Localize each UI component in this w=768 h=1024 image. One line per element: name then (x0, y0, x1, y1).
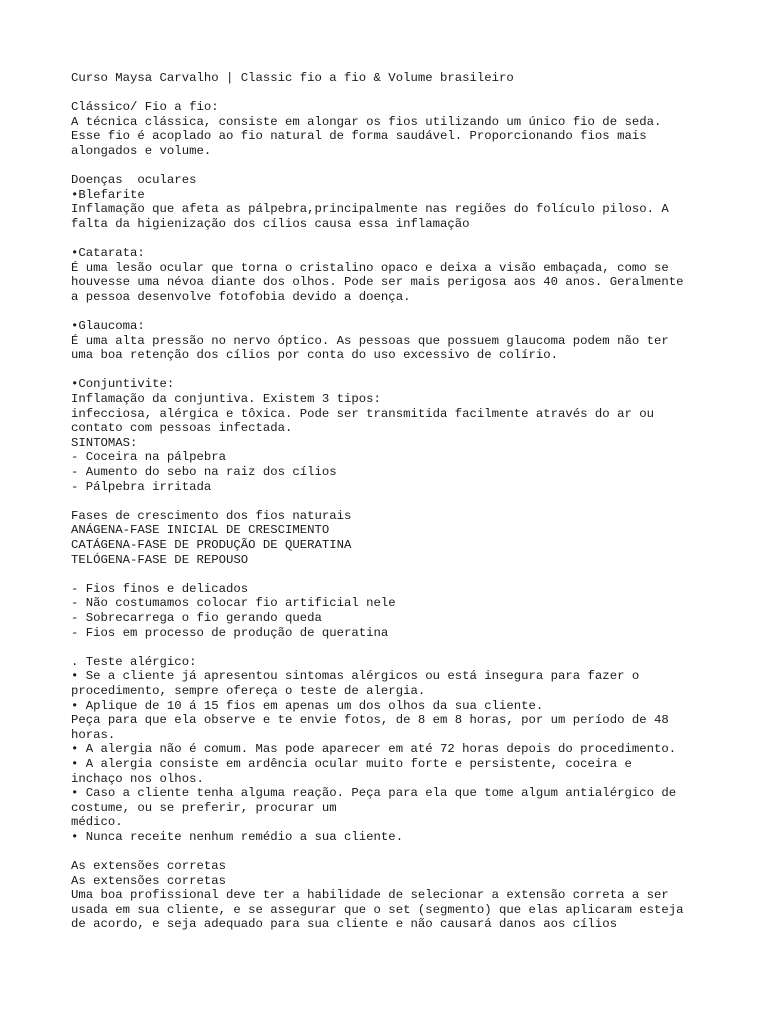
spacer (71, 159, 751, 174)
paragraph-line: • Caso a cliente tenha alguma reação. Peça para ela que tome algum antialérgico de (71, 786, 677, 801)
paragraph-line: Peça para que ela observe e te envie fotos, de 8 em 8 horas, por um período de 48 (71, 713, 669, 728)
paragraph-line: Inflamação da conjuntiva. Existem 3 tipos: (71, 392, 381, 407)
paragraph-line: TELÓGENA-FASE DE REPOUSO (71, 552, 249, 567)
spacer (71, 86, 751, 101)
list-item: - Aumento do sebo na raiz dos cílios (71, 465, 337, 480)
document-page (71, 71, 751, 932)
section-extensoes (71, 859, 751, 932)
section-heading: As extensões corretas (71, 859, 226, 874)
paragraph-line: Esse fio é acoplado ao fio natural de forma saudável. Proporcionando fios mais (71, 129, 647, 144)
document-title: Curso Maysa Carvalho | Classic fio a fio & Volume brasileiro (71, 71, 514, 85)
paragraph-line: de acordo, e seja adequado para sua cliente e não causará danos aos cílios (71, 917, 618, 932)
spacer (71, 232, 751, 247)
list-item: - Fios em processo de produção de queratina (71, 625, 389, 640)
section-heading: Clássico/ Fio a fio: (71, 100, 219, 115)
paragraph-line: CATÁGENA-FASE DE PRODUÇÃO DE QUERATINA (71, 538, 352, 552)
paragraph-line: A técnica clássica, consiste em alongar os fios utilizando um único fio de seda. (71, 114, 662, 129)
paragraph-line: contato com pessoas infectada. (71, 421, 293, 436)
paragraph-line: costume, ou se preferir, procurar um (71, 800, 337, 815)
spacer (71, 640, 751, 655)
paragraph-line: É uma lesão ocular que torna o cristalino opaco e deixa a visão embaçada, como se (71, 260, 669, 275)
paragraph-line: Uma boa profissional deve ter a habilidade de selecionar a extensão correta a ser (71, 888, 669, 903)
paragraph-line: Inflamação que afeta as pálpebra,principalmente nas regiões do folículo piloso. A (71, 202, 669, 217)
spacer (71, 567, 751, 582)
paragraph-line: • Nunca receite nenhum remédio a sua cliente. (71, 829, 404, 844)
section-heading: Fases de crescimento dos fios naturais (71, 508, 352, 523)
paragraph-line: ANÁGENA-FASE INICIAL DE CRESCIMENTO (71, 523, 330, 538)
paragraph-line: É uma alta pressão no nervo óptico. As pessoas que possuem glaucoma podem não ter (71, 333, 669, 348)
paragraph-line: horas. (71, 727, 116, 742)
subsection-heading: •Glaucoma: (71, 319, 145, 334)
paragraph-line: • A alergia não é comum. Mas pode aparecer em até 72 horas depois do procedimento. (71, 742, 677, 757)
paragraph-line: procedimento, sempre ofereça o teste de alergia. (71, 683, 426, 698)
paragraph-line: SINTOMAS: (71, 435, 138, 450)
paragraph-line: uma boa retenção dos cílios por conta do uso excessivo de colírio. (71, 348, 559, 363)
paragraph-line: falta da higienização dos cílios causa essa inflamação (71, 216, 470, 231)
paragraph-line: usada em sua cliente, e se assegurar que o set (segmento) que elas aplicaram esteja (71, 902, 684, 917)
subsection-heading: •Catarata: (71, 246, 145, 261)
paragraph-line: alongados e volume. (71, 143, 212, 158)
list-item: - Fios finos e delicados (71, 581, 249, 596)
section-heading: Doenças oculares (71, 173, 197, 188)
list-item: - Pálpebra irritada (71, 479, 212, 494)
spacer (71, 844, 751, 859)
spacer (71, 305, 751, 320)
paragraph-line: • Se a cliente já apresentou sintomas alérgicos ou está insegura para fazer o (71, 669, 640, 684)
section-doencas (71, 173, 751, 494)
paragraph-line: inchaço nos olhos. (71, 771, 204, 786)
paragraph-line: • Aplique de 10 á 15 fios em apenas um dos olhos da sua cliente. (71, 698, 544, 713)
section-teste (71, 655, 751, 845)
subsection-heading: •Conjuntivite: (71, 377, 175, 392)
paragraph-line: houvesse uma névoa diante dos olhos. Pode ser mais perigosa aos 40 anos. Geralmente (71, 275, 684, 290)
paragraph-line: a pessoa desenvolve fotofobia devido a doença. (71, 289, 411, 304)
list-item: - Sobrecarrega o fio gerando queda (71, 610, 322, 625)
paragraph-line: médico. (71, 815, 123, 830)
spacer (71, 494, 751, 509)
section-heading: As extensões corretas (71, 873, 226, 888)
paragraph-line: • A alergia consiste em ardência ocular muito forte e persistente, coceira e (71, 756, 632, 771)
section-fases (71, 509, 751, 567)
list-item: - Coceira na pálpebra (71, 450, 226, 465)
list-item: - Não costumamos colocar fio artificial nele (71, 596, 396, 611)
section-fios (71, 582, 751, 640)
spacer (71, 363, 751, 378)
subsection-heading: •Blefarite (71, 187, 145, 202)
section-classico (71, 100, 751, 158)
paragraph-line: infecciosa, alérgica e tôxica. Pode ser transmitida facilmente através do ar ou (71, 406, 654, 421)
section-heading: . Teste alérgico: (71, 654, 197, 669)
